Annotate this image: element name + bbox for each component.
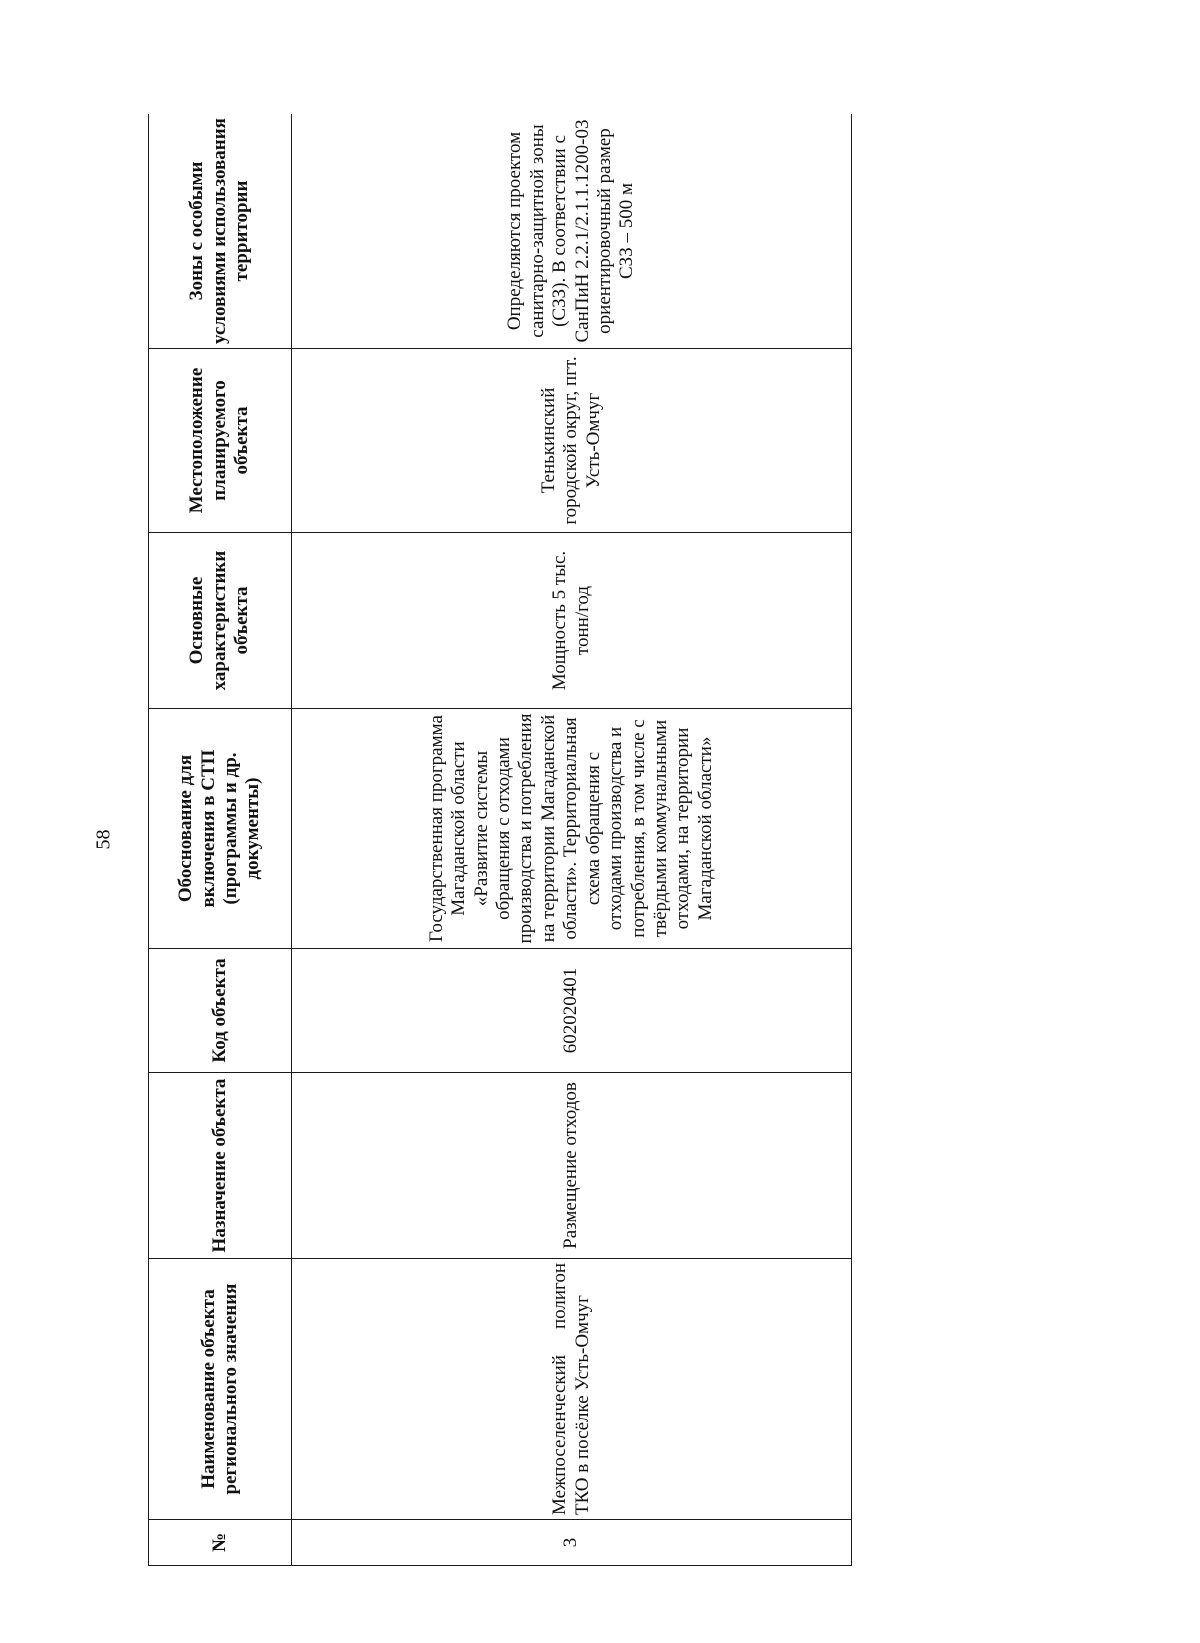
- header-characteristics: Основные характеристики объекта: [149, 533, 292, 709]
- cell-purpose: Размещение отходов: [292, 1073, 852, 1259]
- header-name: Наименование объекта регионального значения: [149, 1259, 292, 1520]
- cell-characteristics: Мощность 5 тыс. тонн/год: [292, 533, 852, 709]
- page-number: 58: [92, 829, 115, 850]
- table-header-row: [149, 114, 292, 1566]
- cell-number: 3: [292, 1520, 852, 1566]
- header-zones: Зоны с особыми условиями использования территории: [149, 114, 292, 349]
- header-purpose: Назначение объекта: [149, 1073, 292, 1259]
- table-row: [292, 114, 852, 1566]
- header-code: Код объекта: [149, 949, 292, 1073]
- cell-zones: Определяются проектом санитарно-защитной зоны (СЗЗ). В соответствии с СанПиН 2.2.1/2.1.1.1200-03 ориентировочный размер СЗЗ – 500 м: [292, 114, 852, 349]
- cell-justification: Государственная программа Магаданской области «Развитие системы обращения с отходами производства и потребления на территории Магаданской области». Территориальная схема обращения с отходами производства и потребления, в том числе с твёрдыми коммунальными отходами, на территории Магаданской области»: [292, 709, 852, 949]
- header-number: №: [149, 1520, 292, 1566]
- header-location: Местоположение планируемого объекта: [149, 349, 292, 533]
- rotated-table-container: [148, 114, 852, 1566]
- landscape-table-wrapper: [148, 114, 852, 1566]
- cell-location: Тенькинский городской округ, пгт. Усть-Омчуг: [292, 349, 852, 533]
- cell-name: Межпоселенческий полигон ТКО в посёлке Усть-Омчуг: [292, 1259, 852, 1520]
- header-justification: Обоснование для включения в СТП (программы и др. документы): [149, 709, 292, 949]
- regional-objects-table: [148, 114, 852, 1566]
- cell-code: 602020401: [292, 949, 852, 1073]
